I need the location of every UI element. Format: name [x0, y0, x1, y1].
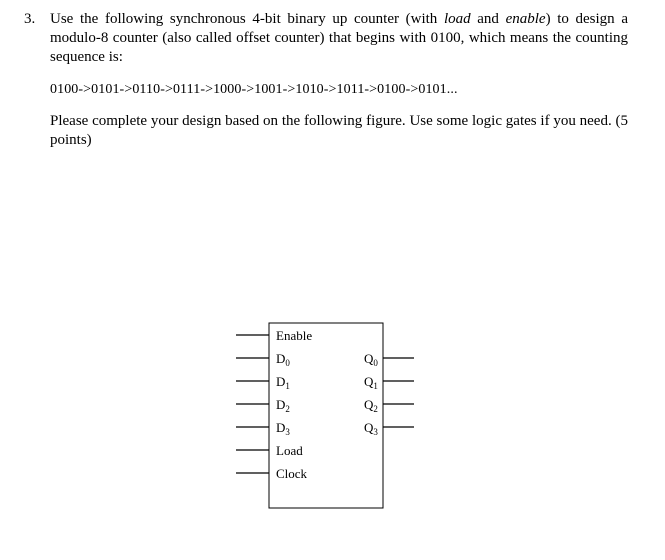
and-word: and	[470, 11, 506, 27]
label-load: Load	[276, 443, 303, 458]
label-enable: Enable	[276, 328, 313, 343]
label-q3: $Q_3$	[364, 420, 378, 437]
intro-part1: Use the following synchronous 4-bit binary up counter (with	[50, 11, 444, 27]
label-d3: $D_3$	[276, 420, 290, 437]
label-d1: $D_1$	[276, 374, 290, 391]
question-number: 3.	[24, 11, 36, 27]
intro-part2: ) to design a modulo-8 counter (also called offset counter) that begins with 0100, which means the counting sequence is:	[50, 11, 628, 65]
counting-sequence: 0100->0101->0110->0111->1000->1001->1010->1011->0100->0101...	[50, 82, 458, 97]
input-wires	[236, 335, 269, 473]
instruction-text: Please complete your design based on the following figure. Use some logic gates if you need. (5 points)	[50, 113, 628, 148]
label-q1: $Q_1$	[364, 374, 378, 391]
enable-word: enable	[505, 11, 546, 27]
label-d0: $D_0$	[276, 351, 290, 368]
label-q2: $Q_2$	[364, 397, 378, 414]
label-q0: $Q_0$	[364, 351, 378, 368]
output-wires	[383, 358, 414, 427]
load-word: load	[443, 11, 471, 27]
label-d2: $D_2$	[276, 397, 290, 414]
label-clock: Clock	[276, 466, 308, 481]
